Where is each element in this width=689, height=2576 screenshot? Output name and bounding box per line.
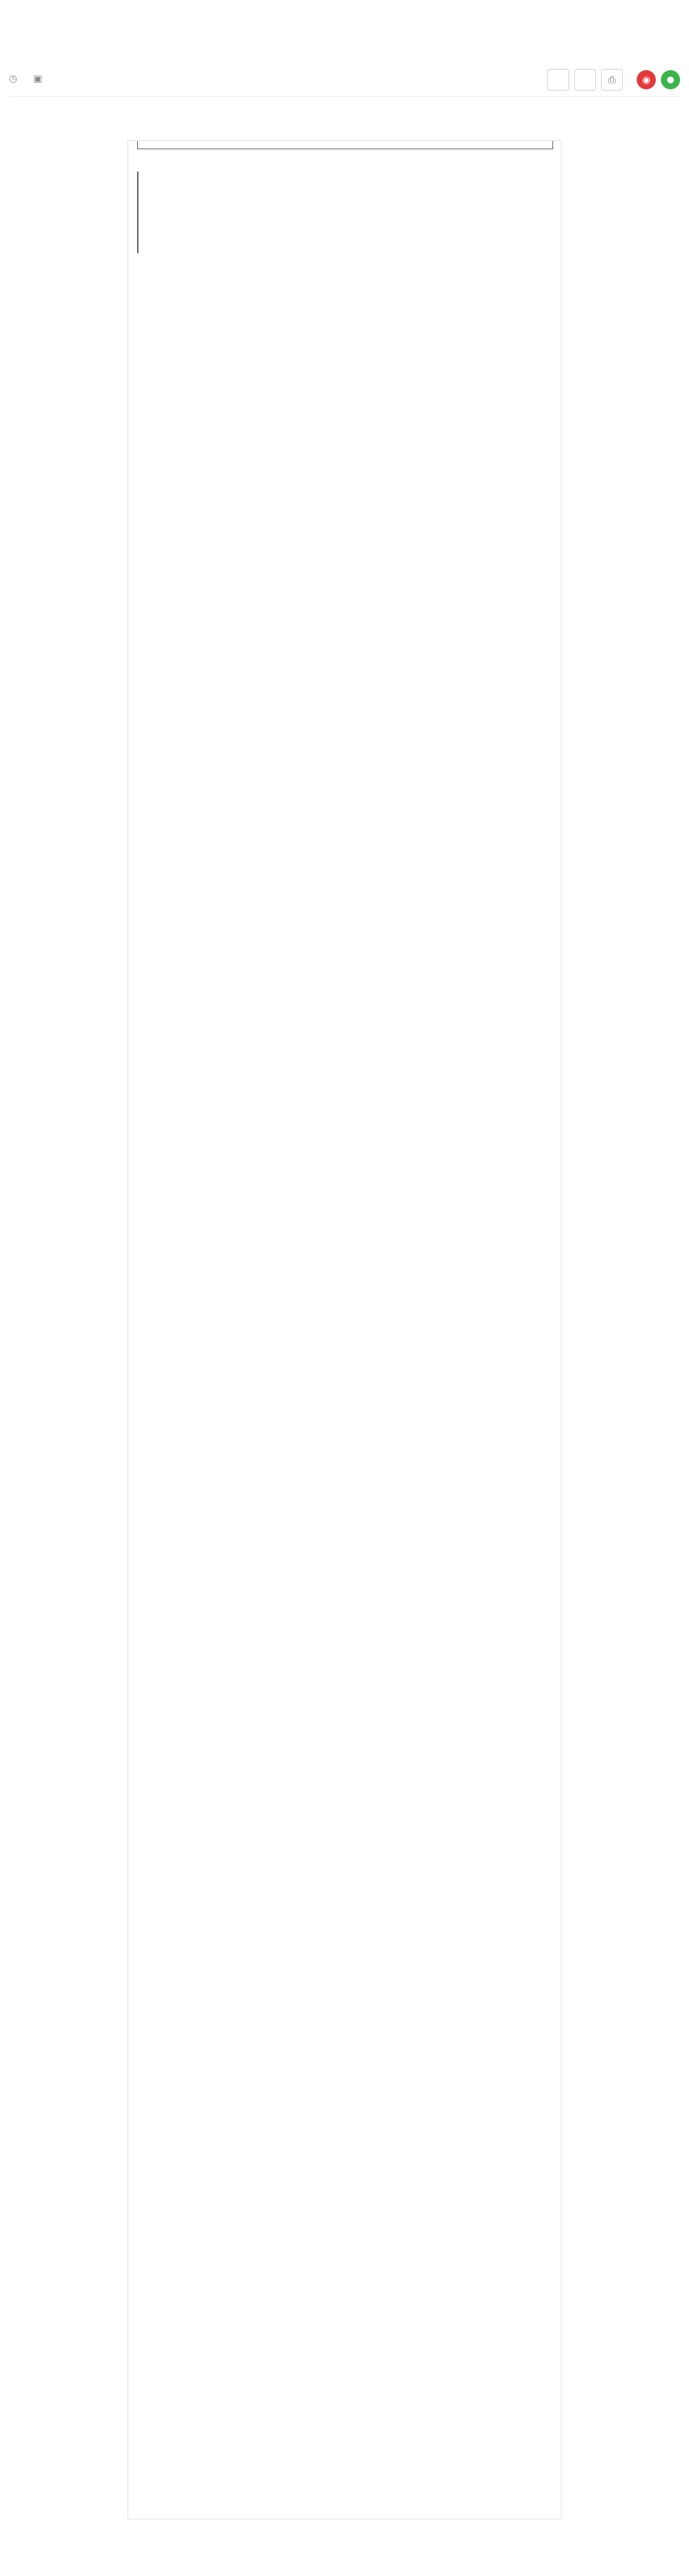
source-icon: ▣ <box>33 73 43 84</box>
statistics-document <box>128 140 561 2519</box>
font-decrease-button[interactable] <box>547 69 569 91</box>
table-footnotes <box>137 141 553 149</box>
article-meta <box>9 64 680 97</box>
print-icon[interactable]: ⎙ <box>601 69 623 91</box>
font-increase-button[interactable] <box>574 69 596 91</box>
weibo-share-icon[interactable]: ◉ <box>637 70 656 89</box>
table-header-row <box>137 172 138 253</box>
meta-actions <box>547 69 680 91</box>
clock-icon: ◷ <box>9 73 18 84</box>
ghost-header <box>0 0 689 31</box>
wechat-share-icon[interactable]: ● <box>661 70 680 89</box>
meta-info <box>9 73 55 84</box>
